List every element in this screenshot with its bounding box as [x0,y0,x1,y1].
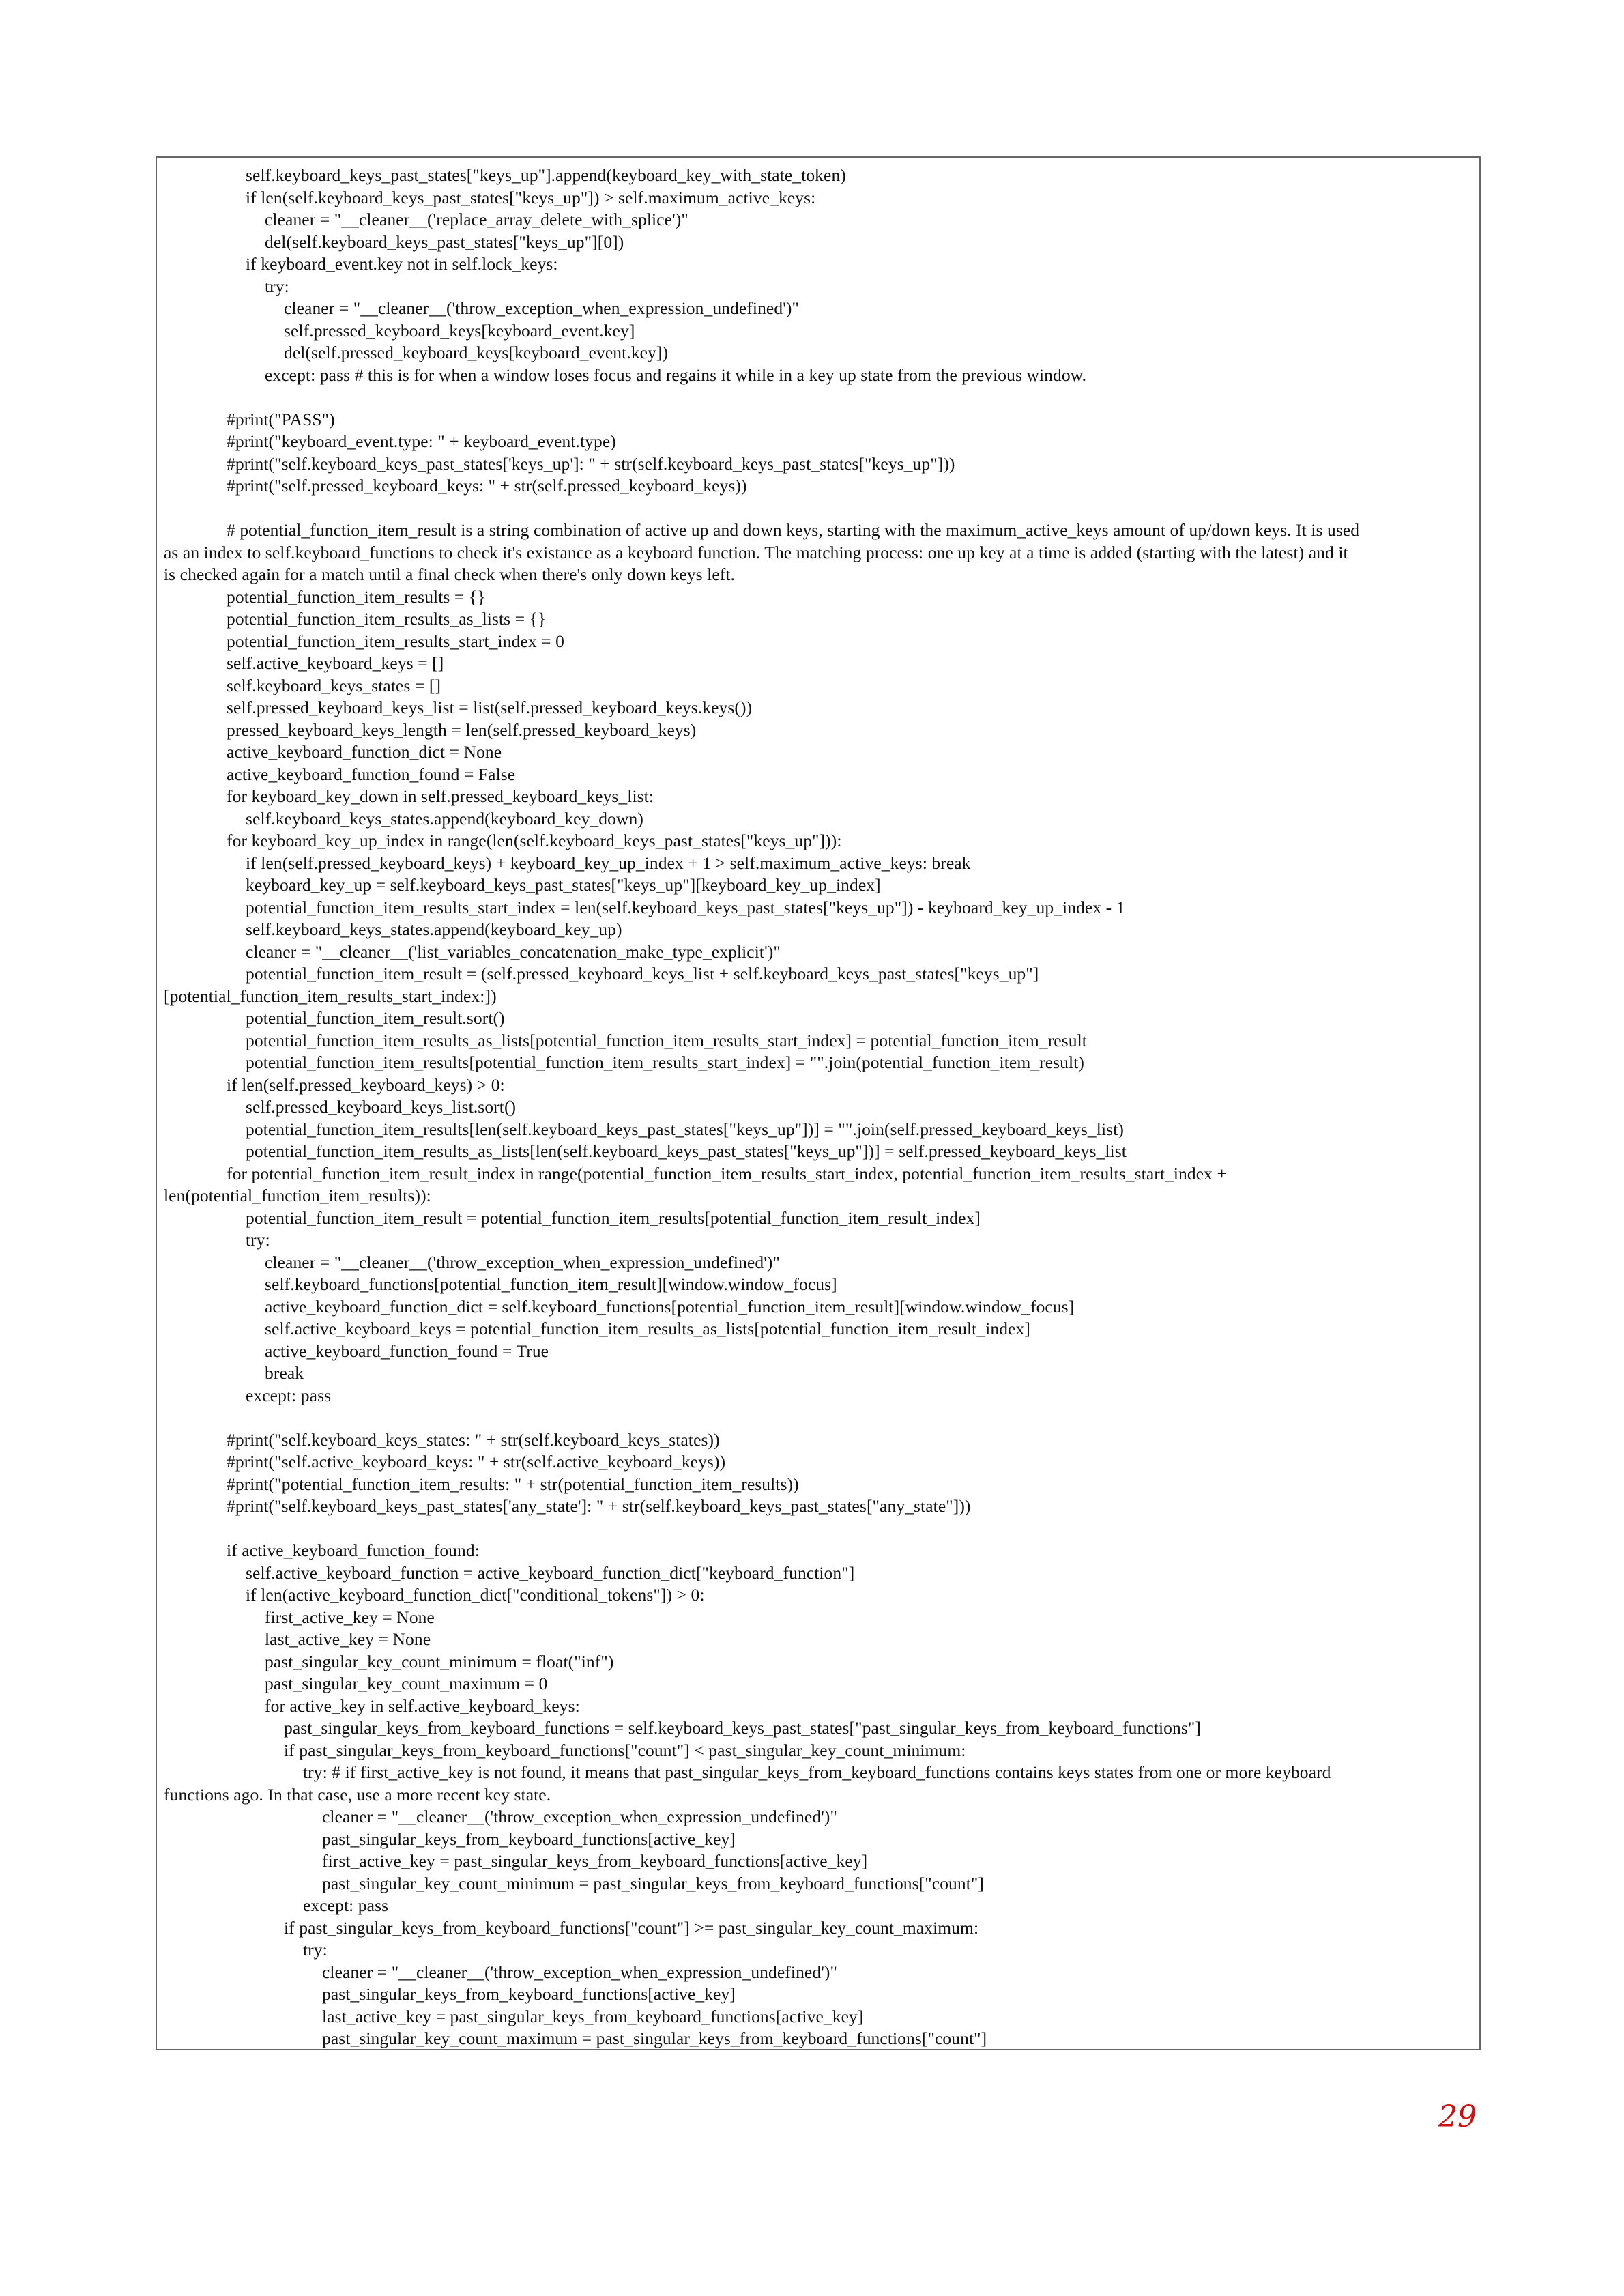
code-line: active_keyboard_function_found = False [227,764,516,784]
code-line: try: [303,1940,328,1960]
code-line: past_singular_key_count_minimum = past_singular_keys_from_keyboard_functions["count"] [322,1873,985,1893]
code-line: last_active_key = past_singular_keys_from_keyboard_functions[active_key] [322,2006,864,2026]
code-line: potential_function_item_results_as_lists[len(self.keyboard_keys_past_states["keys_up"])] = self.pressed_keyboard_keys_list [246,1141,1127,1161]
code-line: potential_function_item_result.sort() [246,1008,505,1028]
code-line: past_singular_keys_from_keyboard_functions = self.keyboard_keys_past_states["past_singular_keys_from_keyboard_functions"] [284,1718,1201,1738]
code-line: #print("self.keyboard_keys_past_states['any_state']: " + str(self.keyboard_keys_past_states["any_state"])) [227,1496,971,1516]
code-line: self.keyboard_keys_past_states["keys_up"].append(keyboard_key_with_state_token) [246,165,846,185]
code-line: self.pressed_keyboard_keys[keyboard_event.key] [284,320,635,341]
code-line: cleaner = "__cleaner__('throw_exception_when_expression_undefined')" [284,298,799,318]
code-line: if len(self.pressed_keyboard_keys) > 0: [227,1074,505,1095]
code-line: try: [246,1230,270,1250]
code-line: except: pass # this is for when a window loses focus and regains it while in a key up state from the previous window. [265,364,1087,385]
code-line: self.keyboard_keys_states.append(keyboard_key_up) [246,919,622,939]
code-line: pressed_keyboard_keys_length = len(self.pressed_keyboard_keys) [227,719,697,740]
code-line: potential_function_item_results_as_lists[potential_function_item_results_start_index] = potential_function_item_result [246,1030,1087,1050]
code-line: self.active_keyboard_function = active_keyboard_function_dict["keyboard_function"] [246,1562,855,1583]
code-line: keyboard_key_up = self.keyboard_keys_past_states["keys_up"][keyboard_key_up_index] [246,875,881,895]
code-line: past_singular_key_count_minimum = float("inf") [265,1651,614,1671]
code-line: cleaner = "__cleaner__('list_variables_concatenation_make_type_explicit')" [246,941,781,962]
code-line: [potential_function_item_results_start_index:]) [164,986,497,1006]
code-line: cleaner = "__cleaner__('throw_exception_when_expression_undefined')" [322,1807,837,1826]
code-line: if len(self.keyboard_keys_past_states["keys_up"]) > self.maximum_active_keys: [246,187,816,207]
code-line: if len(self.pressed_keyboard_keys) + keyboard_key_up_index + 1 > self.maximum_active_keys: break [246,852,971,873]
code-line: self.pressed_keyboard_keys_list.sort() [246,1097,517,1117]
code-line: past_singular_key_count_maximum = 0 [265,1674,548,1693]
code-line: potential_function_item_results[potential_function_item_results_start_index] = "".join(potential_function_item_result) [246,1052,1084,1072]
code-line: self.keyboard_keys_states = [] [227,675,441,695]
code-line: for keyboard_key_up_index in range(len(self.keyboard_keys_past_states["keys_up"])): [227,831,842,850]
code-line: self.keyboard_keys_states.append(keyboard_key_down) [246,808,643,829]
code-line: past_singular_keys_from_keyboard_functions[active_key] [322,1828,736,1849]
code-line: if past_singular_keys_from_keyboard_functions["count"] < past_singular_key_count_minimum: [284,1740,966,1760]
code-line: potential_function_item_result = (self.pressed_keyboard_keys_list + self.keyboard_keys_past_states["keys_up"] [246,964,1039,984]
page-number: 29 [1438,2099,1477,2134]
code-line: cleaner = "__cleaner__('throw_exception_when_expression_undefined')" [265,1252,780,1272]
code-line: as an index to self.keyboard_functions to check it's existance as a keyboard function. The matching process: one up key at a time is added (starting with the latest) and it [164,542,1348,562]
code-line: potential_function_item_result = potential_function_item_results[potential_function_item_result_index] [246,1207,981,1228]
code-line: is checked again for a match until a final check when there's only down keys left. [164,564,735,584]
code-line: past_singular_keys_from_keyboard_functions[active_key] [322,1984,736,2004]
code-line: for keyboard_key_down in self.pressed_keyboard_keys_list: [227,786,654,806]
code-line: active_keyboard_function_dict = None [227,742,502,762]
code-line: #print("potential_function_item_results: " + str(potential_function_item_results)) [227,1474,799,1494]
code-line: if keyboard_event.key not in self.lock_keys: [246,254,558,274]
code-listing-frame [156,156,1481,2050]
code-line: if len(active_keyboard_function_dict["conditional_tokens"]) > 0: [246,1585,705,1605]
code-line: except: pass [246,1385,332,1405]
code-line: cleaner = "__cleaner__('throw_exception_when_expression_undefined')" [322,1962,837,1982]
code-line: self.pressed_keyboard_keys_list = list(self.pressed_keyboard_keys.keys()) [227,698,753,717]
code-line: except: pass [303,1895,389,1915]
code-line: # potential_function_item_result is a string combination of active up and down keys, starting with the maximum_active_keys amount of up/down keys. It is used [227,520,1360,540]
code-line: #print("keyboard_event.type: " + keyboard_event.type) [227,431,616,451]
code-line: potential_function_item_results = {} [227,586,486,607]
code-line: self.active_keyboard_keys = [] [227,653,444,673]
code-line: break [265,1363,304,1383]
code-line: self.active_keyboard_keys = potential_function_item_results_as_lists[potential_function_item_result_index] [265,1319,1030,1338]
code-line: del(self.pressed_keyboard_keys[keyboard_event.key]) [284,343,669,362]
code-line: #print("self.active_keyboard_keys: " + str(self.active_keyboard_keys)) [227,1452,726,1472]
code-line: functions ago. In that case, use a more recent key state. [164,1784,551,1805]
code-line: first_active_key = None [265,1607,435,1627]
code-line: for active_key in self.active_keyboard_keys: [265,1695,580,1716]
code-line: active_keyboard_function_dict = self.keyboard_functions[potential_function_item_result][window.window_focus] [265,1296,1075,1317]
code-line: potential_function_item_results[len(self.keyboard_keys_past_states["keys_up"])] = "".join(self.pressed_keyboard_keys_list) [246,1119,1124,1139]
code-line: potential_function_item_results_start_index = 0 [227,631,564,651]
code-line: if active_keyboard_function_found: [227,1540,480,1560]
code-line: del(self.keyboard_keys_past_states["keys_up"][0]) [265,231,624,252]
code-line: past_singular_key_count_maximum = past_singular_keys_from_keyboard_functions["count"] [322,2028,987,2048]
code-line: for potential_function_item_result_index in range(potential_function_item_results_start_index, potential_function_item_results_start_index + [227,1163,1227,1183]
code-line: try: [265,276,289,296]
code-line: #print("self.keyboard_keys_past_states['keys_up']: " + str(self.keyboard_keys_past_states["keys_up"])) [227,453,955,474]
code-line: last_active_key = None [265,1629,431,1649]
code-line: self.keyboard_functions[potential_function_item_result][window.window_focus] [265,1274,837,1294]
code-line: first_active_key = past_singular_keys_from_keyboard_functions[active_key] [322,1851,868,1871]
code-line: active_keyboard_function_found = True [265,1340,549,1361]
code-line: potential_function_item_results_as_lists = {} [227,609,547,629]
code-line: #print("self.keyboard_keys_states: " + str(self.keyboard_keys_states)) [227,1429,720,1450]
code-line: potential_function_item_results_start_index = len(self.keyboard_keys_past_states["keys_up"]) - keyboard_key_up_index - 1 [246,897,1125,917]
code-line: if past_singular_keys_from_keyboard_functions["count"] >= past_singular_key_count_maximum: [284,1917,979,1938]
code-line: len(potential_function_item_results)): [164,1186,431,1205]
code-line: #print("self.pressed_keyboard_keys: " + str(self.pressed_keyboard_keys)) [227,476,747,496]
code-line: try: # if first_active_key is not found, it means that past_singular_keys_from_keyboard_functions contains keys states from one or more keyboard [303,1762,1331,1782]
code-line: #print("PASS") [227,409,335,429]
code-line: cleaner = "__cleaner__('replace_array_delete_with_splice')" [265,210,688,229]
